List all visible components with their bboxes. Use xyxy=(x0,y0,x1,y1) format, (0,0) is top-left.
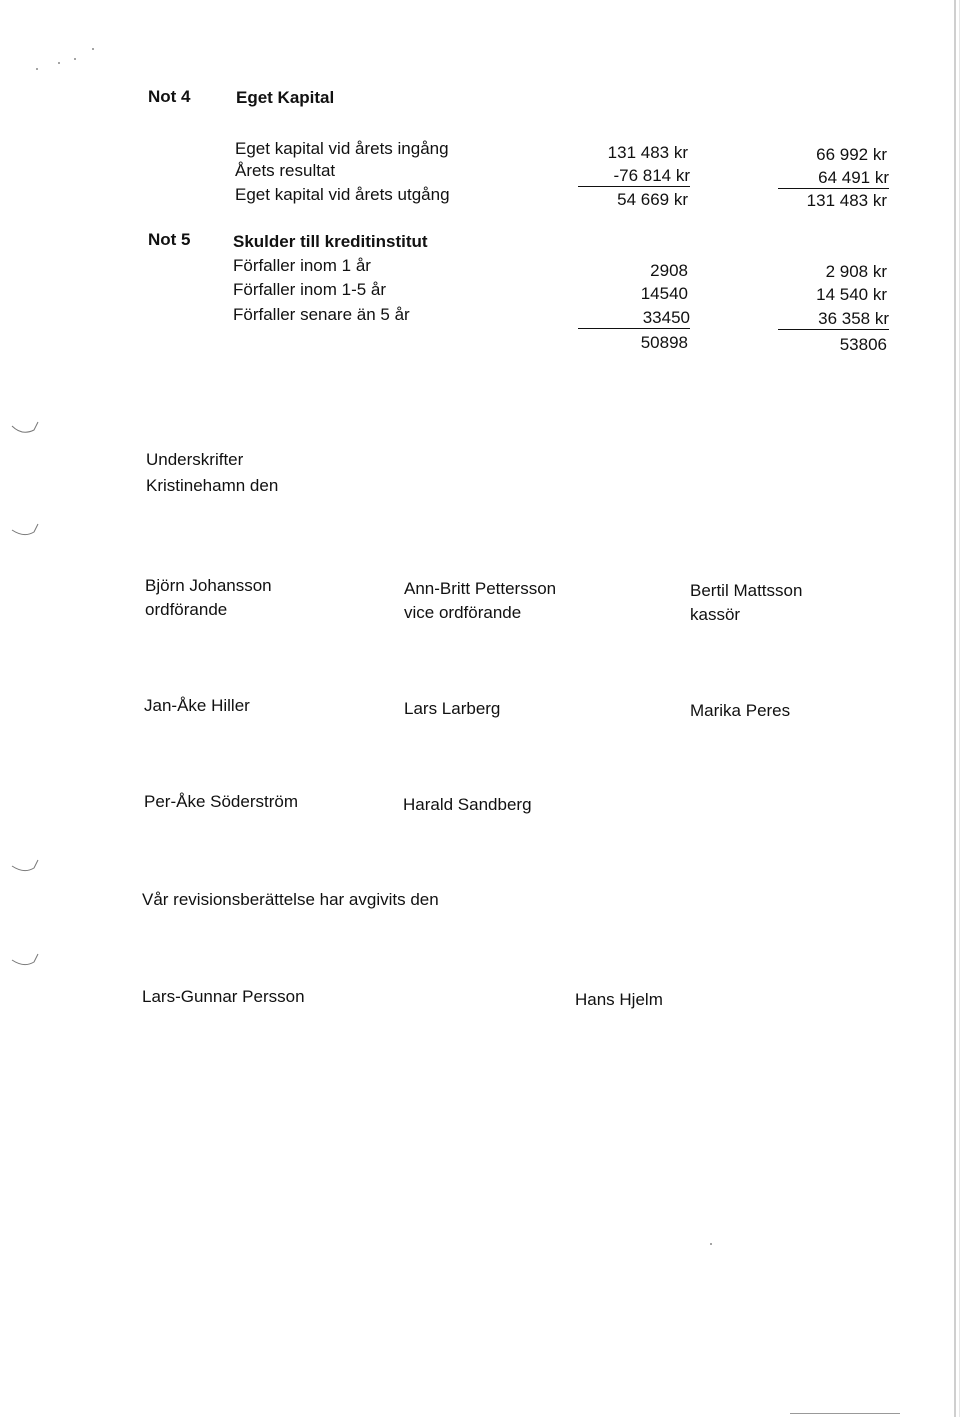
signatory-name: Jan-Åke Hiller xyxy=(144,696,250,715)
note-4-label: Not 4 xyxy=(148,87,191,106)
punch-mark-icon xyxy=(10,952,40,970)
signatory-name: Lars Larberg xyxy=(404,699,501,718)
note-4-prior-value: 64 491 kr xyxy=(778,168,889,189)
punch-mark-icon xyxy=(10,522,40,540)
note-5-prior-value: 36 358 kr xyxy=(778,309,889,330)
auditor-name: Lars-Gunnar Persson xyxy=(142,987,305,1006)
note-4-prior-value: 131 483 kr xyxy=(806,191,887,210)
punch-mark-icon xyxy=(10,858,40,876)
note-5-value: 14540 xyxy=(640,284,688,303)
scan-speck xyxy=(92,48,94,50)
signatures-heading: Underskrifter xyxy=(146,450,244,469)
note-5-prior-total: 53806 xyxy=(839,335,887,354)
note-5-total: 50898 xyxy=(640,333,688,352)
scan-speck xyxy=(58,62,60,64)
note-5-label: Not 5 xyxy=(148,230,191,249)
note-5-row-label: Förfaller inom 1-5 år xyxy=(233,280,387,299)
signatory-name: Per-Åke Söderström xyxy=(144,792,298,811)
scan-line xyxy=(790,1413,900,1414)
note-4-value: 54 669 kr xyxy=(617,190,688,209)
note-5-prior-value: 14 540 kr xyxy=(816,285,887,304)
auditor-name: Hans Hjelm xyxy=(575,990,663,1009)
note-4-row-label: Eget kapital vid årets ingång xyxy=(235,139,449,158)
signatory-name: Ann-Britt Pettersson xyxy=(404,579,557,598)
note-4-title: Eget Kapital xyxy=(236,88,335,107)
note-5-row-label: Förfaller inom 1 år xyxy=(233,256,371,275)
note-5-prior-value: 2 908 kr xyxy=(825,262,887,281)
signatory-name: Bertil Mattsson xyxy=(690,581,803,600)
note-4-row-label: Årets resultat xyxy=(235,161,336,180)
signatory-role: vice ordförande xyxy=(404,603,522,622)
scan-speck xyxy=(710,1243,712,1245)
signatory-role: ordförande xyxy=(145,600,228,619)
signatory-role: kassör xyxy=(690,605,741,624)
note-4-value: -76 814 kr xyxy=(578,166,690,187)
scan-speck xyxy=(36,68,38,70)
note-4-prior-value: 66 992 kr xyxy=(816,145,887,164)
scan-speck xyxy=(74,58,76,60)
note-5-title: Skulder till kreditinstitut xyxy=(233,232,428,251)
signatures-place: Kristinehamn den xyxy=(146,476,279,495)
punch-mark-icon xyxy=(10,420,40,438)
signatory-name: Björn Johansson xyxy=(145,576,272,595)
note-5-row-label: Förfaller senare än 5 år xyxy=(233,305,410,324)
note-4-row-label: Eget kapital vid årets utgång xyxy=(235,185,450,204)
scan-edge xyxy=(954,0,956,1417)
signatory-name: Harald Sandberg xyxy=(403,795,532,814)
note-5-value: 2908 xyxy=(650,261,688,280)
note-4-value: 131 483 kr xyxy=(607,143,688,162)
signatory-name: Marika Peres xyxy=(690,701,791,720)
note-5-value: 33450 xyxy=(578,308,690,329)
audit-statement: Vår revisionsberättelse har avgivits den xyxy=(142,890,439,909)
